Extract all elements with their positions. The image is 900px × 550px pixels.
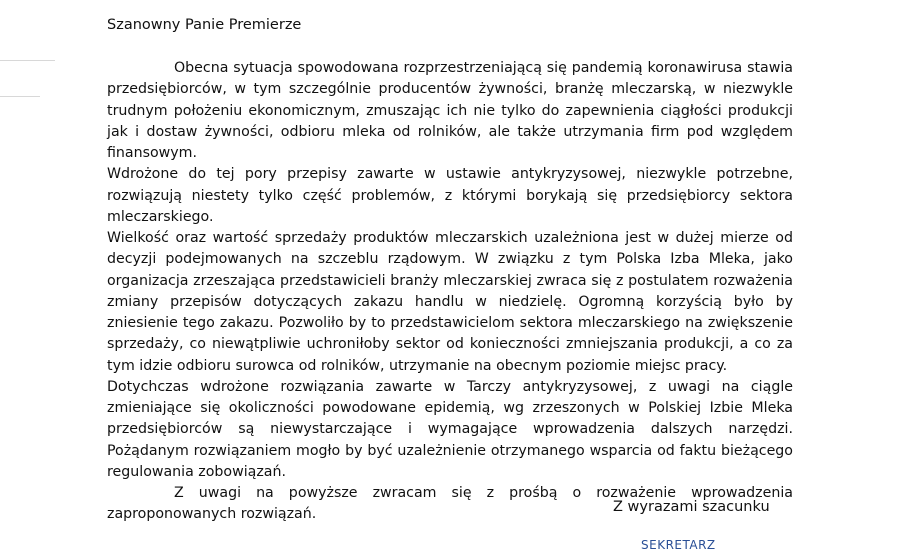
secretary-stamp: SEKRETARZ: [641, 538, 716, 550]
scan-artifact-line: [0, 96, 40, 97]
paragraph-request: Z uwagi na powyższe zwracam się z prośbą o rozważenie wprowadzenia zaproponowanych rozwiązań.: [107, 485, 793, 523]
paragraph-anticrisis-shield: Dotychczas wdrożone rozwiązania zawarte w Tarczy antykryzysowej, z uwagi na ciągle zmieniające się okoliczności powodowane epidemią, wg zrzeszonych w Polskiej Izbie Mleka przedsiębiorców są niewystarczające i wymagające wprowadzenia dalszych narzędzi. Pożądanym rozwiązaniem mogło by być uzależnienie otrzymanego wsparcia od faktu bieżącego regulowania zobowiązań.: [107, 378, 793, 480]
salutation: Szanowny Panie Premierze: [107, 17, 302, 33]
closing-phrase: Z wyrazami szacunku: [613, 499, 770, 515]
paragraph-sunday-trade-ban: Wielkość oraz wartość sprzedaży produktów mleczarskich uzależniona jest w dużej mierze od decyzji podejmowanych na szczeblu rządowym. W związku z tym Polska Izba Mleka, jako organizacja zrzeszająca przedstawicieli branży mleczarskiej zwraca się z postulatem rozważenia zmiany przepisów dotyczących zakazu handlu w niedzielę. Ogromną korzyścią było by zniesienie tego zakazu. Pozwoliło by to przedstawicielom sektora mleczarskiego na zwiększenie sprzedaży, co niewątpliwie uchroniłoby sektor od konieczności zmniejszania produkcji, a co za tym idzie odbioru surowca od rolników, utrzymanie na obecnym poziomie miejsc pracy.: [107, 230, 793, 374]
letter-body: [107, 58, 793, 526]
paragraph-pandemic-situation: Obecna sytuacja spowodowana rozprzestrzeniającą się pandemią koronawirusa stawia przedsiębiorców, w tym szczególnie producentów żywności, branżę mleczarską, w niezwykle trudnym położeniu ekonomicznym, zmuszając ich nie tylko do zapewnienia ciągłości produkcji jak i dostaw żywności, odbioru mleka od rolników, ale także utrzymania firm pod względem finansowym.: [107, 60, 793, 161]
scan-artifact-line: [0, 60, 55, 61]
paragraph-anticrisis-law: Wdrożone do tej pory przepisy zawarte w ustawie antykryzysowej, niezwykle potrzebne, rozwiązują niestety tylko część problemów, z którymi borykają się przedsiębiorcy sektora mleczarskiego.: [107, 166, 793, 225]
